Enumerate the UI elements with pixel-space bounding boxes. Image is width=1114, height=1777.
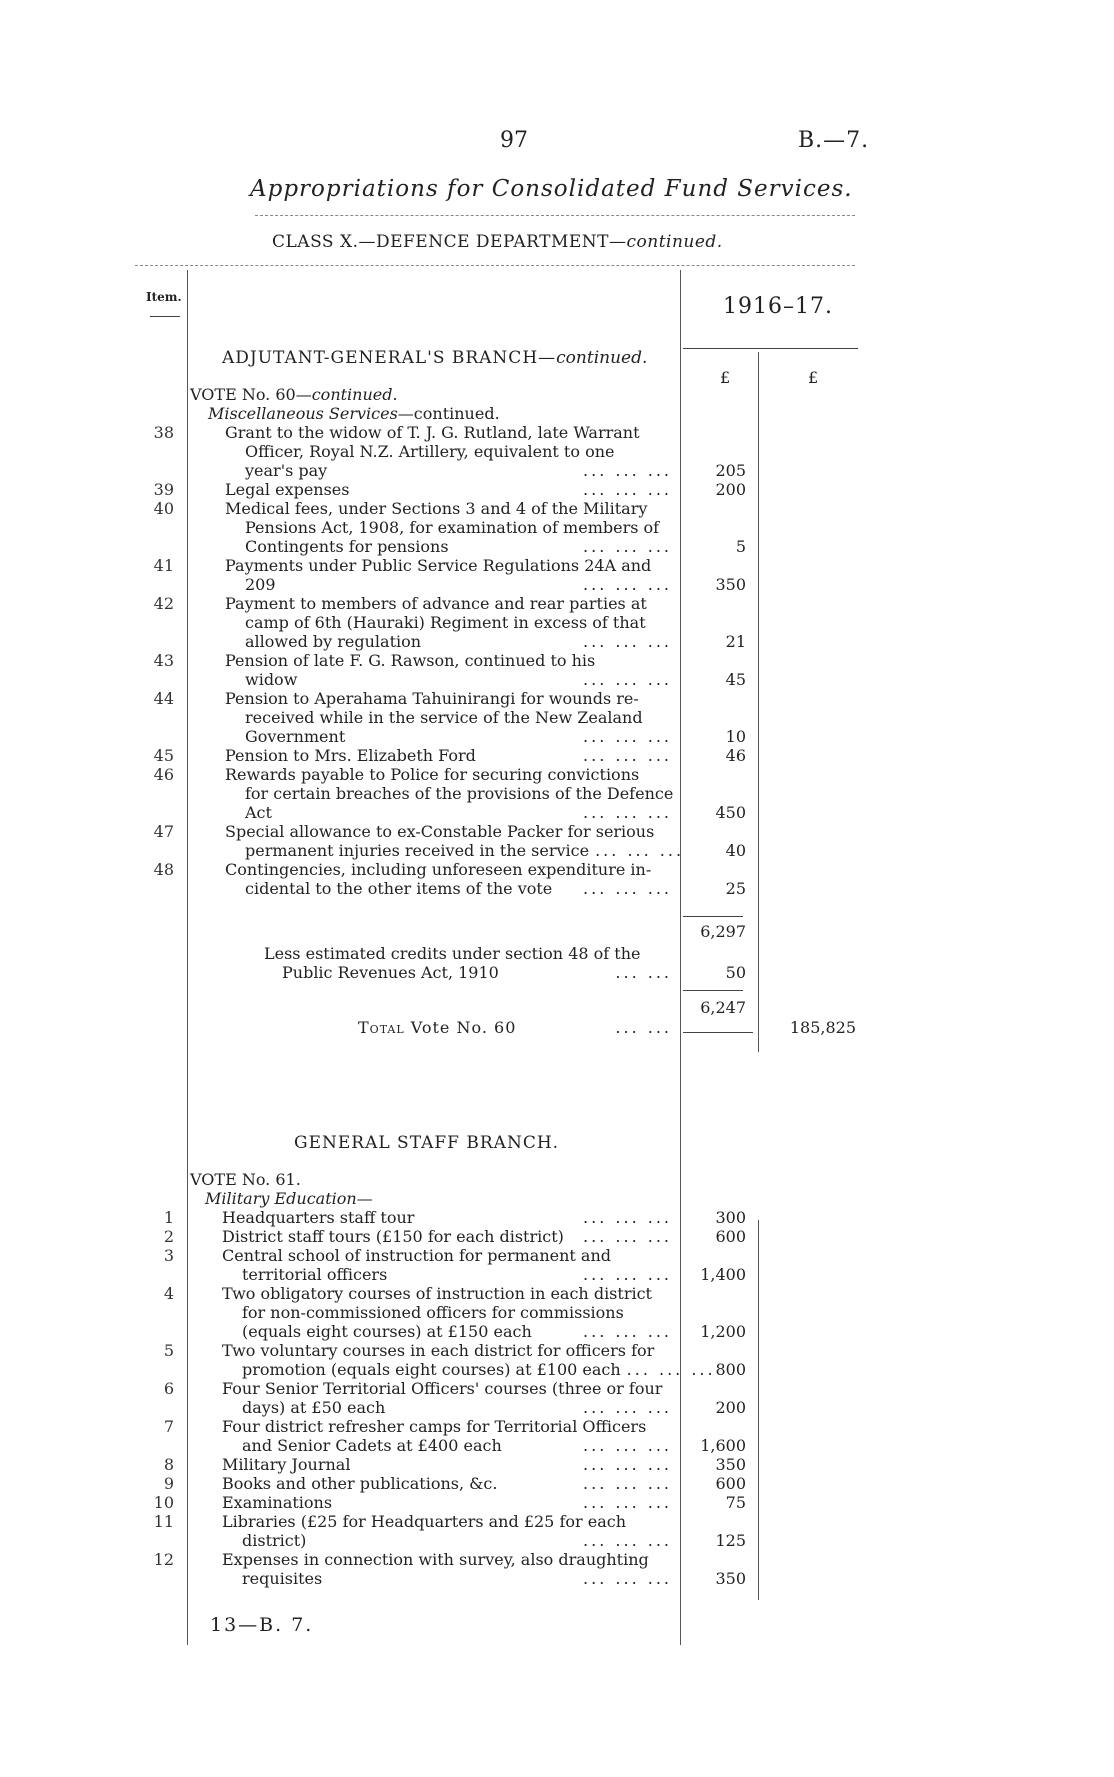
description-text: promotion (equals eight courses) at £100 each — [242, 1360, 621, 1379]
description-text: Central school of instruction for permanent and — [222, 1246, 612, 1265]
description-text: Government — [245, 727, 346, 746]
description-line — [222, 1398, 672, 1417]
item-number: 2 — [163, 1227, 174, 1246]
item-number: 39 — [153, 480, 174, 499]
description-line — [225, 575, 672, 594]
description-line — [222, 1512, 672, 1531]
item-number: 48 — [153, 860, 174, 879]
description-line — [222, 1455, 672, 1474]
item-amount: 21 — [725, 632, 746, 651]
description-text: Pensions Act, 1908, for examination of members of — [245, 518, 660, 537]
description-line — [225, 689, 672, 708]
description-text: Military Journal — [222, 1455, 351, 1474]
leader-dots: ... ... ... — [583, 537, 672, 556]
item-amount: 1,600 — [700, 1436, 746, 1455]
description-line — [225, 841, 685, 860]
description-text: District staff tours (£150 for each district) — [222, 1227, 564, 1246]
description-line — [225, 708, 672, 727]
item-description — [225, 556, 672, 594]
description-line — [225, 518, 672, 537]
item-description — [225, 746, 672, 765]
branch-heading-text: ADJUTANT-GENERAL'S BRANCH— — [222, 348, 557, 368]
item-number: 38 — [153, 423, 174, 442]
item-number: 10 — [153, 1493, 174, 1512]
item-amount: 450 — [715, 803, 746, 822]
item-amount: 600 — [715, 1474, 746, 1493]
currency-sign-right: £ — [808, 368, 819, 387]
item-amount: 300 — [715, 1208, 746, 1227]
description-line — [222, 1474, 672, 1493]
description-text: Four Senior Territorial Officers' courses (three or four — [222, 1379, 663, 1398]
description-text: 209 — [245, 575, 276, 594]
item-number: 47 — [153, 822, 174, 841]
item-description — [222, 1550, 672, 1588]
item-number: 42 — [153, 594, 174, 613]
item-amount: 200 — [715, 1398, 746, 1417]
class-heading — [272, 232, 723, 252]
description-text: Officer, Royal N.Z. Artillery, equivalent to one — [245, 442, 615, 461]
item-amount: 45 — [725, 670, 746, 689]
item-amount: 75 — [725, 1493, 746, 1512]
item-number: 7 — [163, 1417, 174, 1436]
less-credits-line-1: Less estimated credits under section 48 of the — [264, 944, 641, 963]
item-description — [225, 651, 672, 689]
item-description — [225, 594, 672, 651]
description-text: Libraries (£25 for Headquarters and £25 for each — [222, 1512, 626, 1531]
description-text: Pension of late F. G. Rawson, continued to his — [225, 651, 596, 670]
description-text: Payment to members of advance and rear parties at — [225, 594, 647, 613]
description-line — [225, 670, 672, 689]
item-amount: 40 — [725, 841, 746, 860]
description-text: for certain breaches of the provisions of the Defence — [245, 784, 674, 803]
description-text: widow — [245, 670, 298, 689]
description-line — [225, 480, 672, 499]
item-amount: 350 — [715, 1455, 746, 1474]
leader-dots: ... ... ... — [583, 461, 672, 480]
branch-heading-continued: continued. — [556, 348, 648, 368]
military-education-subheading: Military Education— — [205, 1189, 373, 1208]
leader-dots: ... ... ... — [583, 803, 672, 822]
year-header: 1916–17. — [723, 294, 833, 319]
description-line — [225, 822, 672, 841]
total-rule — [683, 1032, 753, 1033]
description-line — [225, 499, 672, 518]
subheading-text: Miscellaneous Services— — [208, 404, 414, 423]
vote-heading-text: VOTE No. 60— — [190, 385, 312, 404]
item-number: 43 — [153, 651, 174, 670]
description-text: Rewards payable to Police for securing convictions — [225, 765, 640, 784]
subtotal-amount: 6,297 — [700, 922, 746, 941]
item-number: 8 — [163, 1455, 174, 1474]
net-amount: 6,247 — [700, 998, 746, 1017]
amount-column-divider-lower — [758, 1220, 759, 1600]
leader-dots: ... ... ... — [583, 1474, 672, 1493]
description-line — [222, 1246, 672, 1265]
description-line — [225, 556, 672, 575]
item-amount: 25 — [725, 879, 746, 898]
item-amount: 5 — [735, 537, 746, 556]
item-description — [225, 499, 672, 556]
description-line — [225, 879, 672, 898]
item-number: 4 — [163, 1284, 174, 1303]
description-line — [222, 1550, 672, 1569]
leader-dots: ... ... ... — [583, 1493, 672, 1512]
description-text: Two voluntary courses in each district for officers for — [222, 1341, 655, 1360]
description-line — [222, 1436, 672, 1455]
item-number: 11 — [153, 1512, 174, 1531]
leader-dots: ... ... ... — [583, 1569, 672, 1588]
description-line — [225, 423, 672, 442]
total-vote-60 — [358, 1018, 672, 1037]
total-label: Total — [358, 1018, 405, 1037]
description-text: permanent injuries received in the service — [245, 841, 590, 860]
item-amount: 350 — [715, 1569, 746, 1588]
description-text: district) — [242, 1531, 307, 1550]
item-description — [225, 423, 672, 480]
item-description — [222, 1227, 672, 1246]
description-line — [222, 1303, 672, 1322]
description-text: Four district refresher camps for Territorial Officers — [222, 1417, 647, 1436]
item-number: 41 — [153, 556, 174, 575]
page-number: 97 — [500, 128, 528, 153]
item-number: 5 — [163, 1341, 174, 1360]
vote-heading-continued: continued. — [311, 385, 398, 404]
leader-dots: ... ... ... — [583, 879, 672, 898]
leader-dots: ... ... ... — [595, 841, 685, 860]
net-rule — [683, 990, 743, 991]
description-text: received while in the service of the New Zealand — [245, 708, 643, 727]
description-text: allowed by regulation — [245, 632, 422, 651]
leader-dots: ... ... ... — [583, 1455, 672, 1474]
description-line — [222, 1284, 672, 1303]
total-vote-60-amount: 185,825 — [789, 1018, 856, 1037]
item-description — [225, 689, 672, 746]
description-text: Expenses in connection with survey, also draughting — [222, 1550, 649, 1569]
description-line — [222, 1417, 672, 1436]
leader-dots: ... ... ... — [583, 1208, 672, 1227]
item-description — [222, 1512, 672, 1550]
item-description — [225, 822, 685, 860]
item-description — [225, 480, 672, 499]
item-description — [222, 1246, 672, 1284]
description-text: days) at £50 each — [242, 1398, 386, 1417]
description-text: Special allowance to ex-Constable Packer for serious — [225, 822, 655, 841]
total-label-rest: Vote No. 60 — [410, 1018, 517, 1037]
description-text: Headquarters staff tour — [222, 1208, 415, 1227]
description-text: Examinations — [222, 1493, 333, 1512]
item-amount: 205 — [715, 461, 746, 480]
description-line — [225, 765, 672, 784]
description-line — [225, 537, 672, 556]
description-text: for non-commissioned officers for commissions — [242, 1303, 624, 1322]
item-number: 45 — [153, 746, 174, 765]
item-description — [222, 1208, 672, 1227]
description-line — [222, 1341, 672, 1360]
item-description — [225, 860, 672, 898]
leader-dots: ... ... ... — [583, 480, 672, 499]
branch-heading-adjutant-general — [222, 348, 647, 368]
leader-dots: ... ... ... — [583, 746, 672, 765]
item-description — [222, 1284, 672, 1341]
vote-61-heading: VOTE No. 61. — [190, 1170, 301, 1189]
description-text: Legal expenses — [225, 480, 350, 499]
page-title: Appropriations for Consolidated Fund Services. — [250, 176, 853, 202]
item-amount: 46 — [725, 746, 746, 765]
description-line — [225, 746, 672, 765]
item-number: 46 — [153, 765, 174, 784]
description-text: Pension to Aperahama Tahuinirangi for wounds re- — [225, 689, 639, 708]
document-reference: B.—7. — [798, 128, 870, 153]
year-underline — [683, 348, 858, 349]
description-text: Grant to the widow of T. J. G. Rutland, late Warrant — [225, 423, 640, 442]
description-line — [225, 594, 672, 613]
item-amount: 350 — [715, 575, 746, 594]
item-description — [225, 765, 672, 822]
description-text: (equals eight courses) at £150 each — [242, 1322, 532, 1341]
less-credits-amount: 50 — [725, 963, 746, 982]
leader-dots: ... ... ... — [583, 632, 672, 651]
description-line — [222, 1360, 716, 1379]
item-column-header: Item. — [146, 290, 182, 304]
description-text: Medical fees, under Sections 3 and 4 of the Military — [225, 499, 648, 518]
leader-dots: ... ... ... — [583, 727, 672, 746]
item-description — [222, 1417, 672, 1455]
description-text: territorial officers — [242, 1265, 388, 1284]
leader-dots: ... ... ... — [583, 1398, 672, 1417]
description-text: cidental to the other items of the vote — [245, 879, 553, 898]
description-text: Payments under Public Service Regulations 24A and — [225, 556, 652, 575]
item-amount: 800 — [715, 1360, 746, 1379]
description-line — [225, 442, 672, 461]
subtotal-rule — [683, 916, 743, 917]
item-amount: 1,200 — [700, 1322, 746, 1341]
subheading-continued: continued. — [413, 404, 500, 423]
description-line — [222, 1227, 672, 1246]
leader-dots: ... ... ... — [583, 670, 672, 689]
leader-dots: ... ... ... — [583, 1227, 672, 1246]
description-text: camp of 6th (Hauraki) Regiment in excess of that — [245, 613, 646, 632]
amount-column-divider — [758, 352, 759, 1052]
class-heading-text: CLASS X.—DEFENCE DEPARTMENT— — [272, 232, 627, 252]
description-line — [225, 727, 672, 746]
item-number: 12 — [153, 1550, 174, 1569]
misc-services-subheading — [208, 404, 500, 423]
item-amount: 600 — [715, 1227, 746, 1246]
item-header-underline — [150, 316, 180, 317]
description-line — [225, 860, 672, 879]
description-text: and Senior Cadets at £400 each — [242, 1436, 502, 1455]
description-line — [225, 803, 672, 822]
leader-dots: ... ... — [615, 1018, 672, 1037]
item-amount: 1,400 — [700, 1265, 746, 1284]
item-number: 44 — [153, 689, 174, 708]
leader-dots: ... ... ... — [583, 1531, 672, 1550]
description-line — [225, 651, 672, 670]
item-description — [222, 1455, 672, 1474]
description-text: Act — [245, 803, 272, 822]
description-text: Pension to Mrs. Elizabeth Ford — [225, 746, 476, 765]
item-amount: 125 — [715, 1531, 746, 1550]
description-line — [225, 784, 672, 803]
branch-heading-general-staff: GENERAL STAFF BRANCH. — [294, 1133, 560, 1153]
less-credits-line-2 — [282, 963, 672, 982]
description-line — [222, 1322, 672, 1341]
description-line — [225, 613, 672, 632]
class-heading-continued: continued. — [626, 232, 723, 252]
vote-60-heading — [190, 385, 398, 404]
leader-dots: ... ... ... — [583, 1265, 672, 1284]
item-number: 6 — [163, 1379, 174, 1398]
item-amount: 10 — [725, 727, 746, 746]
item-number: 1 — [163, 1208, 174, 1227]
description-line — [222, 1493, 672, 1512]
item-number: 9 — [163, 1474, 174, 1493]
item-amount: 200 — [715, 480, 746, 499]
leader-dots: ... ... ... — [626, 1360, 716, 1379]
description-text: Books and other publications, &c. — [222, 1474, 498, 1493]
less-credits-text: Public Revenues Act, 1910 — [282, 963, 499, 982]
description-line — [225, 632, 672, 651]
item-column-divider — [187, 270, 188, 1645]
title-rule — [255, 215, 855, 216]
item-description — [222, 1493, 672, 1512]
leader-dots: ... ... ... — [583, 575, 672, 594]
description-line — [222, 1531, 672, 1550]
description-text: Two obligatory courses of instruction in each district — [222, 1284, 652, 1303]
item-description — [222, 1379, 672, 1417]
table-top-rule — [135, 265, 855, 266]
description-line — [222, 1265, 672, 1284]
description-line — [222, 1208, 672, 1227]
description-line — [225, 461, 672, 480]
item-number: 40 — [153, 499, 174, 518]
item-description — [222, 1474, 672, 1493]
description-text: Contingencies, including unforeseen expenditure in- — [225, 860, 652, 879]
page-footer: 13—B. 7. — [210, 1614, 314, 1636]
description-line — [222, 1569, 672, 1588]
leader-dots: ... ... ... — [583, 1322, 672, 1341]
description-text: Contingents for pensions — [245, 537, 449, 556]
leader-dots: ... ... — [615, 963, 672, 982]
leader-dots: ... ... ... — [583, 1436, 672, 1455]
item-number: 3 — [163, 1246, 174, 1265]
description-text: year's pay — [245, 461, 328, 480]
currency-sign-left: £ — [720, 368, 731, 387]
description-text: requisites — [242, 1569, 323, 1588]
description-column-divider — [680, 270, 681, 1645]
description-line — [222, 1379, 672, 1398]
item-description — [222, 1341, 716, 1379]
